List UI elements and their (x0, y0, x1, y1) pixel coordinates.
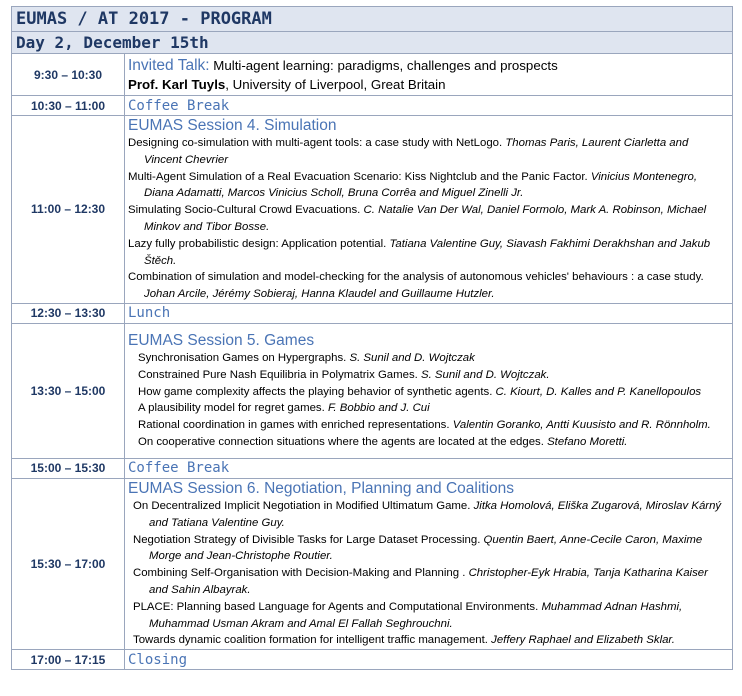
time-cell: 11:00 – 12:30 (12, 116, 125, 304)
paper-authors: C. Kiourt, D. Kalles and P. Kanellopoulos (495, 385, 702, 398)
time-cell: 15:30 – 17:00 (12, 478, 125, 649)
speaker-name: Prof. Karl Tuyls (128, 76, 226, 92)
time-cell: 10:30 – 11:00 (12, 96, 125, 116)
paper-authors: Valentin Goranko, Antti Kuusisto and R. Rönnholm. (452, 419, 711, 432)
program-title: EUMAS / AT 2017 - PROGRAM (12, 7, 733, 32)
session-5-cell (125, 323, 733, 458)
time-cell: 15:00 – 15:30 (12, 458, 125, 478)
invited-row (12, 54, 733, 96)
paper-title: Rational coordination in games with enriched representations. (138, 419, 453, 432)
paper-list (128, 350, 729, 451)
paper-title: Designing co-simulation with multi-agent tools: a case study with NetLogo. (128, 137, 506, 149)
paper-item (128, 202, 729, 236)
paper-authors: S. Sunil and D. Wojtczak. (421, 368, 550, 381)
break-label: Coffee Break (125, 96, 733, 116)
paper-authors: C. Natalie Van Der Wal, Daniel Formolo, Mark A. Robinson, Michael Minkov and Tibor Bosse. (144, 204, 707, 233)
paper-title: Synchronisation Games on Hypergraphs. (138, 352, 350, 365)
closing-label: Closing (125, 650, 733, 670)
session-5-row (12, 323, 733, 458)
program-table-wrapper (11, 6, 732, 670)
break-row (12, 458, 733, 478)
session-title: EUMAS Session 5. Games (128, 332, 315, 350)
session-4-row (12, 116, 733, 304)
paper-title: On Decentralized Implicit Negotiation in Modified Ultimatum Game. (133, 499, 474, 512)
time-cell: 12:30 – 13:30 (12, 303, 125, 323)
paper-item (138, 350, 729, 367)
paper-authors: Christopher-Eyk Hrabia, Tanja Katharina Kaiser and Sahin Albayrak. (149, 567, 708, 596)
time-cell: 13:30 – 15:00 (12, 323, 125, 458)
paper-title: Lazy fully probabilistic design: Application potential. (128, 237, 390, 250)
program-table (11, 6, 733, 670)
paper-authors: S. Sunil and D. Wojtczak (349, 352, 475, 365)
paper-item (133, 599, 729, 633)
paper-authors: Jeffery Raphael and Elizabeth Sklar. (491, 634, 675, 647)
paper-title: On cooperative connection situations where the agents are located at the edges. (138, 436, 548, 449)
paper-item (128, 135, 729, 169)
paper-list (128, 135, 729, 303)
speaker-affiliation: , University of Liverpool, Great Britain (225, 76, 446, 92)
paper-list (128, 498, 729, 649)
paper-title: Towards dynamic coalition formation for intelligent traffic management. (133, 634, 492, 647)
session-title: EUMAS Session 4. Simulation (128, 117, 337, 134)
day-row (12, 32, 733, 54)
paper-authors: Muhammad Adnan Hashmi, Muhammad Usman Akram and Amal El Fallah Seghrouchni. (149, 600, 683, 630)
paper-authors: Johan Arcile, Jérémy Sobieraj, Hanna Klaudel and Guillaume Hutzler. (144, 288, 495, 301)
paper-item (128, 269, 729, 303)
session-6-row (12, 478, 733, 649)
lunch-label: Lunch (125, 303, 733, 323)
invited-cell (125, 54, 733, 96)
paper-title: How game complexity affects the playing behavior of synthetic agents. (138, 385, 496, 398)
paper-title: Combining Self-Organisation with Decision-Making and Planning . (133, 567, 469, 580)
paper-item (133, 632, 729, 649)
paper-item (133, 532, 729, 566)
invited-talk-title: Multi-agent learning: paradigms, challenges and prospects (209, 57, 558, 73)
paper-authors: Vinicius Montenegro, Diana Adamatti, Marcos Vinicius Scholl, Bruna Corrêa and Miguel Zinelli Jr. (144, 170, 697, 200)
paper-authors: F. Bobbio and J. Cui (327, 402, 430, 415)
paper-item (133, 565, 729, 599)
paper-item (138, 384, 729, 401)
paper-item (133, 498, 729, 532)
paper-authors: Tatiana Valentine Guy, Siavash Fakhimi Derakhshan and Jakub Štěch. (144, 237, 711, 267)
paper-title: Negotiation Strategy of Divisible Tasks for Large Dataset Processing. (133, 533, 484, 546)
paper-item (138, 417, 729, 434)
paper-title: Constrained Pure Nash Equilibria in Polymatrix Games. (138, 368, 421, 381)
paper-title: Multi-Agent Simulation of a Real Evacuation Scenario: Kiss Nightclub and the Panic Factor. (128, 170, 591, 183)
time-cell: 17:00 – 17:15 (12, 650, 125, 670)
paper-title: PLACE: Planning based Language for Agents and Computational Environments. (133, 600, 542, 613)
paper-item (138, 400, 729, 417)
day-title: Day 2, December 15th (12, 32, 733, 54)
paper-authors: Thomas Paris, Laurent Ciarletta and Vincent Chevrier (144, 137, 689, 166)
paper-title: A plausibility model for regret games. (138, 402, 328, 415)
break-label: Coffee Break (125, 458, 733, 478)
break-row (12, 96, 733, 116)
paper-title: Combination of simulation and model-checking for the analysis of autonomous vehicles' behaviours : a case study. (128, 271, 704, 284)
session-4-cell (125, 116, 733, 304)
time-cell: 9:30 – 10:30 (12, 54, 125, 96)
session-title: EUMAS Session 6. Negotiation, Planning and Coalitions (128, 479, 515, 497)
session-6-cell (125, 478, 733, 649)
paper-item (138, 367, 729, 384)
paper-item (128, 236, 729, 270)
paper-authors: Quentin Baert, Anne-Cecile Caron, Maxime Morge and Jean-Christophe Routier. (149, 533, 703, 563)
invited-label: Invited Talk: (128, 56, 210, 74)
paper-item (138, 434, 729, 451)
paper-authors: Stefano Moretti. (547, 436, 628, 449)
lunch-row (12, 303, 733, 323)
closing-row (12, 650, 733, 670)
paper-authors: Jitka Homolová, Eliška Zugarová, Miroslav Kárný and Tatiana Valentine Guy. (149, 499, 722, 529)
title-row (12, 7, 733, 32)
paper-item (128, 169, 729, 203)
paper-title: Simulating Socio-Cultural Crowd Evacuations. (128, 204, 364, 217)
